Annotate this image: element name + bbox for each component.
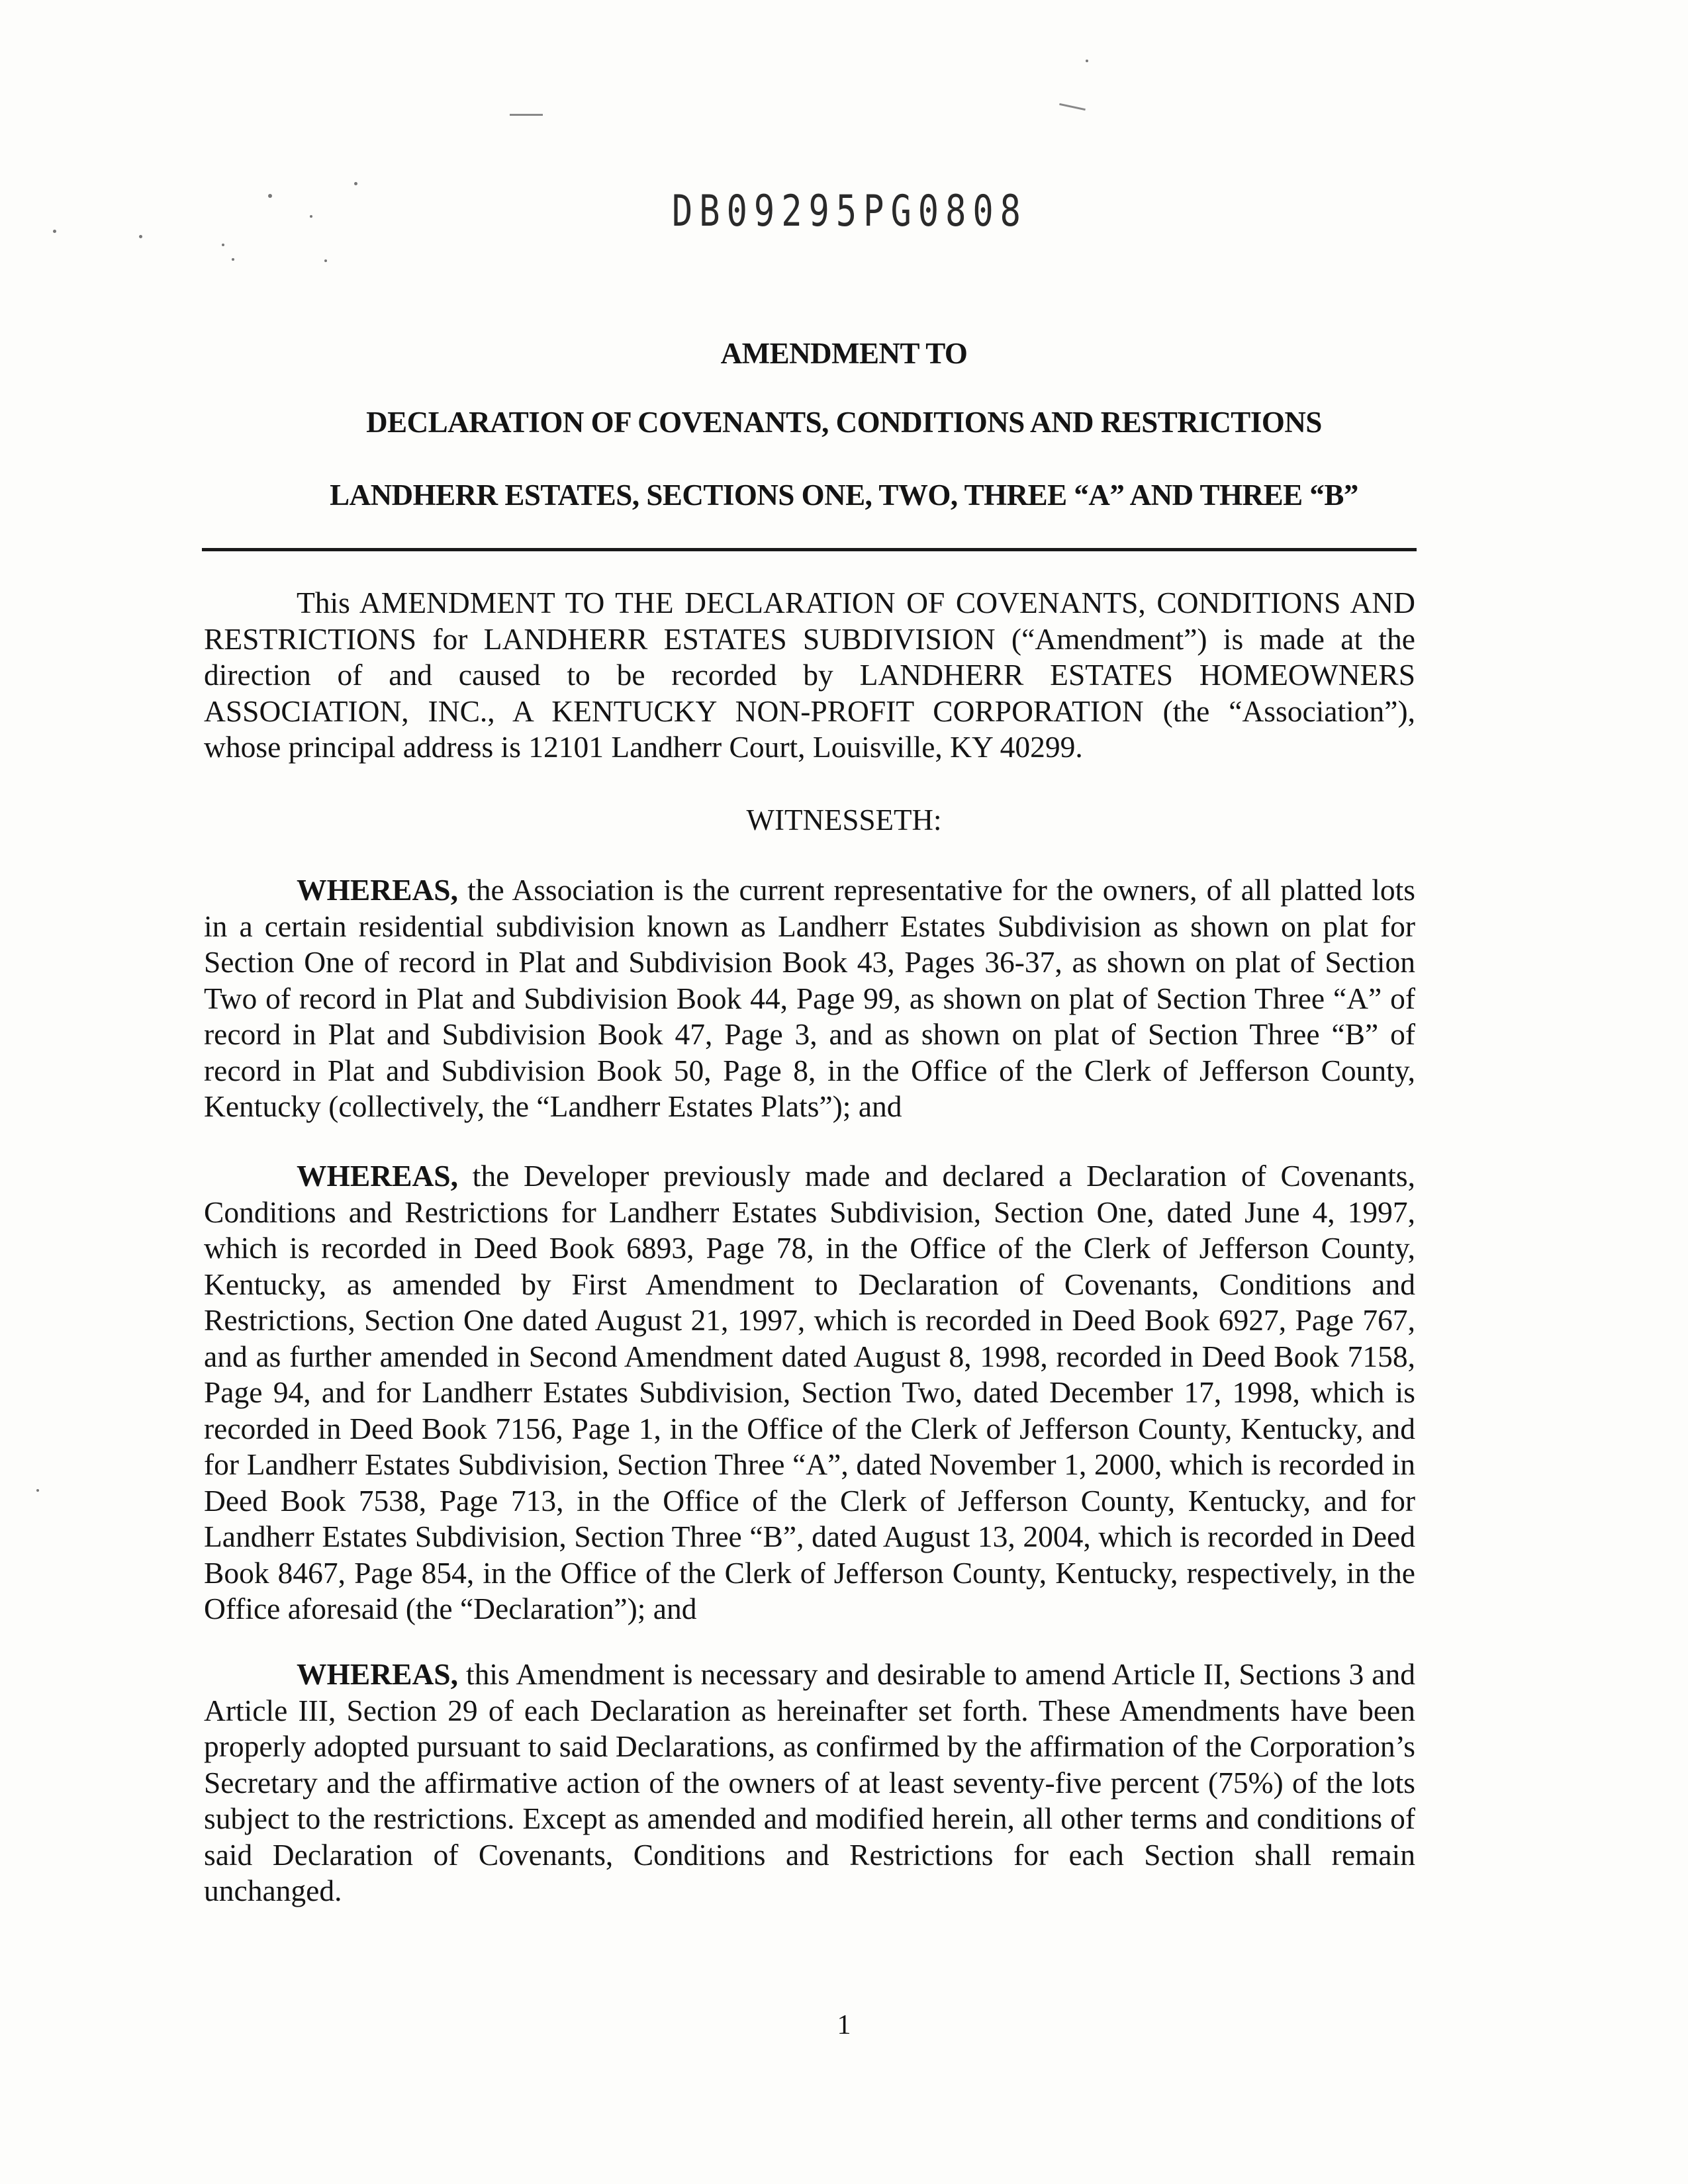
intro-text: This AMENDMENT TO THE DECLARATION OF COVENANTS, CONDITIONS AND RESTRICTIONS for LANDHERR ESTATES SUBDIVISION (“Amendment”) is made at the direction of and caused to be recorded by LANDHERR ESTATES HOMEOWNERS ASSOCIATION, INC., A KENTUCKY NON-PROFIT CORPORATION (the “Association”), whose principal address is 12101 Landherr Court, Louisville, KY 40299. <box>204 586 1415 764</box>
recital-text: the Association is the current representative for the owners, of all platted lots in a certain residential subdivision known as Landherr Estates Subdivision as shown on plat for Section One of record in Plat and Subdivision Book 43, Pages 36-37, as shown on plat of Section Two of record in Plat and Subdivision Book 44, Page 99, as shown on plat of Section Three “A” of record in Plat and Subdivision Book 47, Page 3, and as shown on plat of Section Three “B” of record in Plat and Subdivision Book 50, Page 8, in the Office of the Clerk of Jefferson County, Kentucky (collectively, the “Landherr Estates Plats”); and <box>204 873 1415 1123</box>
scan-speck <box>53 230 56 233</box>
scan-speck <box>268 194 272 198</box>
scan-speck <box>310 215 312 218</box>
title-landherr-estates: LANDHERR ESTATES, SECTIONS ONE, TWO, THREE “A” AND THREE “B” <box>330 478 1358 512</box>
title-amendment: AMENDMENT TO <box>720 337 968 370</box>
recital-paragraph <box>204 872 1415 1125</box>
recital-text: this Amendment is necessary and desirable to amend Article II, Sections 3 and Article III, Section 29 of each Declaration as hereinafter set forth. These Amendments have been properly adopted pursuant to said Declarations, as confirmed by the affirmation of the Corporation’s Secretary and the affirmative action of the owners of at least seventy-five percent (75%) of the lots subject to the restrictions. Except as amended and modified herein, all other terms and conditions of said Declaration of Covenants, Conditions and Restrictions for each Section shall remain unchanged. <box>204 1657 1415 1907</box>
recital-text: the Developer previously made and declared a Declaration of Covenants, Conditions and Restrictions for Landherr Estates Subdivision, Section One, dated June 4, 1997, which is recorded in Deed Book 6893, Page 78, in the Office of the Clerk of Jefferson County, Kentucky, as amended by First Amendment to Declaration of Covenants, Conditions and Restrictions, Section One dated August 21, 1997, which is recorded in Deed Book 6927, Page 767, and as further amended in Second Amendment dated August 8, 1998, recorded in Deed Book 7158, Page 94, and for Landherr Estates Subdivision, Section Two, dated December 17, 1998, which is recorded in Deed Book 7156, Page 1, in the Office of the Clerk of Jefferson County, Kentucky, and for Landherr Estates Subdivision, Section Three “A”, dated November 1, 2000, which is recorded in Deed Book 7538, Page 713, in the Office of the Clerk of Jefferson County, Kentucky, and for Landherr Estates Subdivision, Section Three “B”, dated August 13, 2004, which is recorded in Deed Book 8467, Page 854, in the Office of the Clerk of Jefferson County, Kentucky, respectively, in the Office aforesaid (the “Declaration”); and <box>204 1159 1415 1625</box>
scan-mark <box>1059 103 1086 111</box>
recording-stamp: DB09295PG0808 <box>672 187 1027 236</box>
scan-speck <box>324 259 327 262</box>
heading-divider <box>202 548 1417 551</box>
scan-speck <box>222 244 224 246</box>
recital-lead: WHEREAS, <box>297 1657 458 1691</box>
scan-speck <box>36 1489 39 1492</box>
scan-mark <box>510 114 543 116</box>
scan-speck <box>232 258 234 261</box>
recital-lead: WHEREAS, <box>297 1159 458 1193</box>
recital-paragraph <box>204 1158 1415 1627</box>
scan-speck <box>139 235 142 238</box>
scan-speck <box>354 182 357 185</box>
page-number: 1 <box>837 2010 851 2040</box>
intro-paragraph <box>204 585 1415 766</box>
witnesseth-heading: WITNESSETH: <box>746 803 942 837</box>
title-declaration: DECLARATION OF COVENANTS, CONDITIONS AND RESTRICTIONS <box>366 406 1322 439</box>
scan-speck <box>1086 60 1088 62</box>
recital-paragraph <box>204 1657 1415 1909</box>
recital-lead: WHEREAS, <box>297 873 458 907</box>
